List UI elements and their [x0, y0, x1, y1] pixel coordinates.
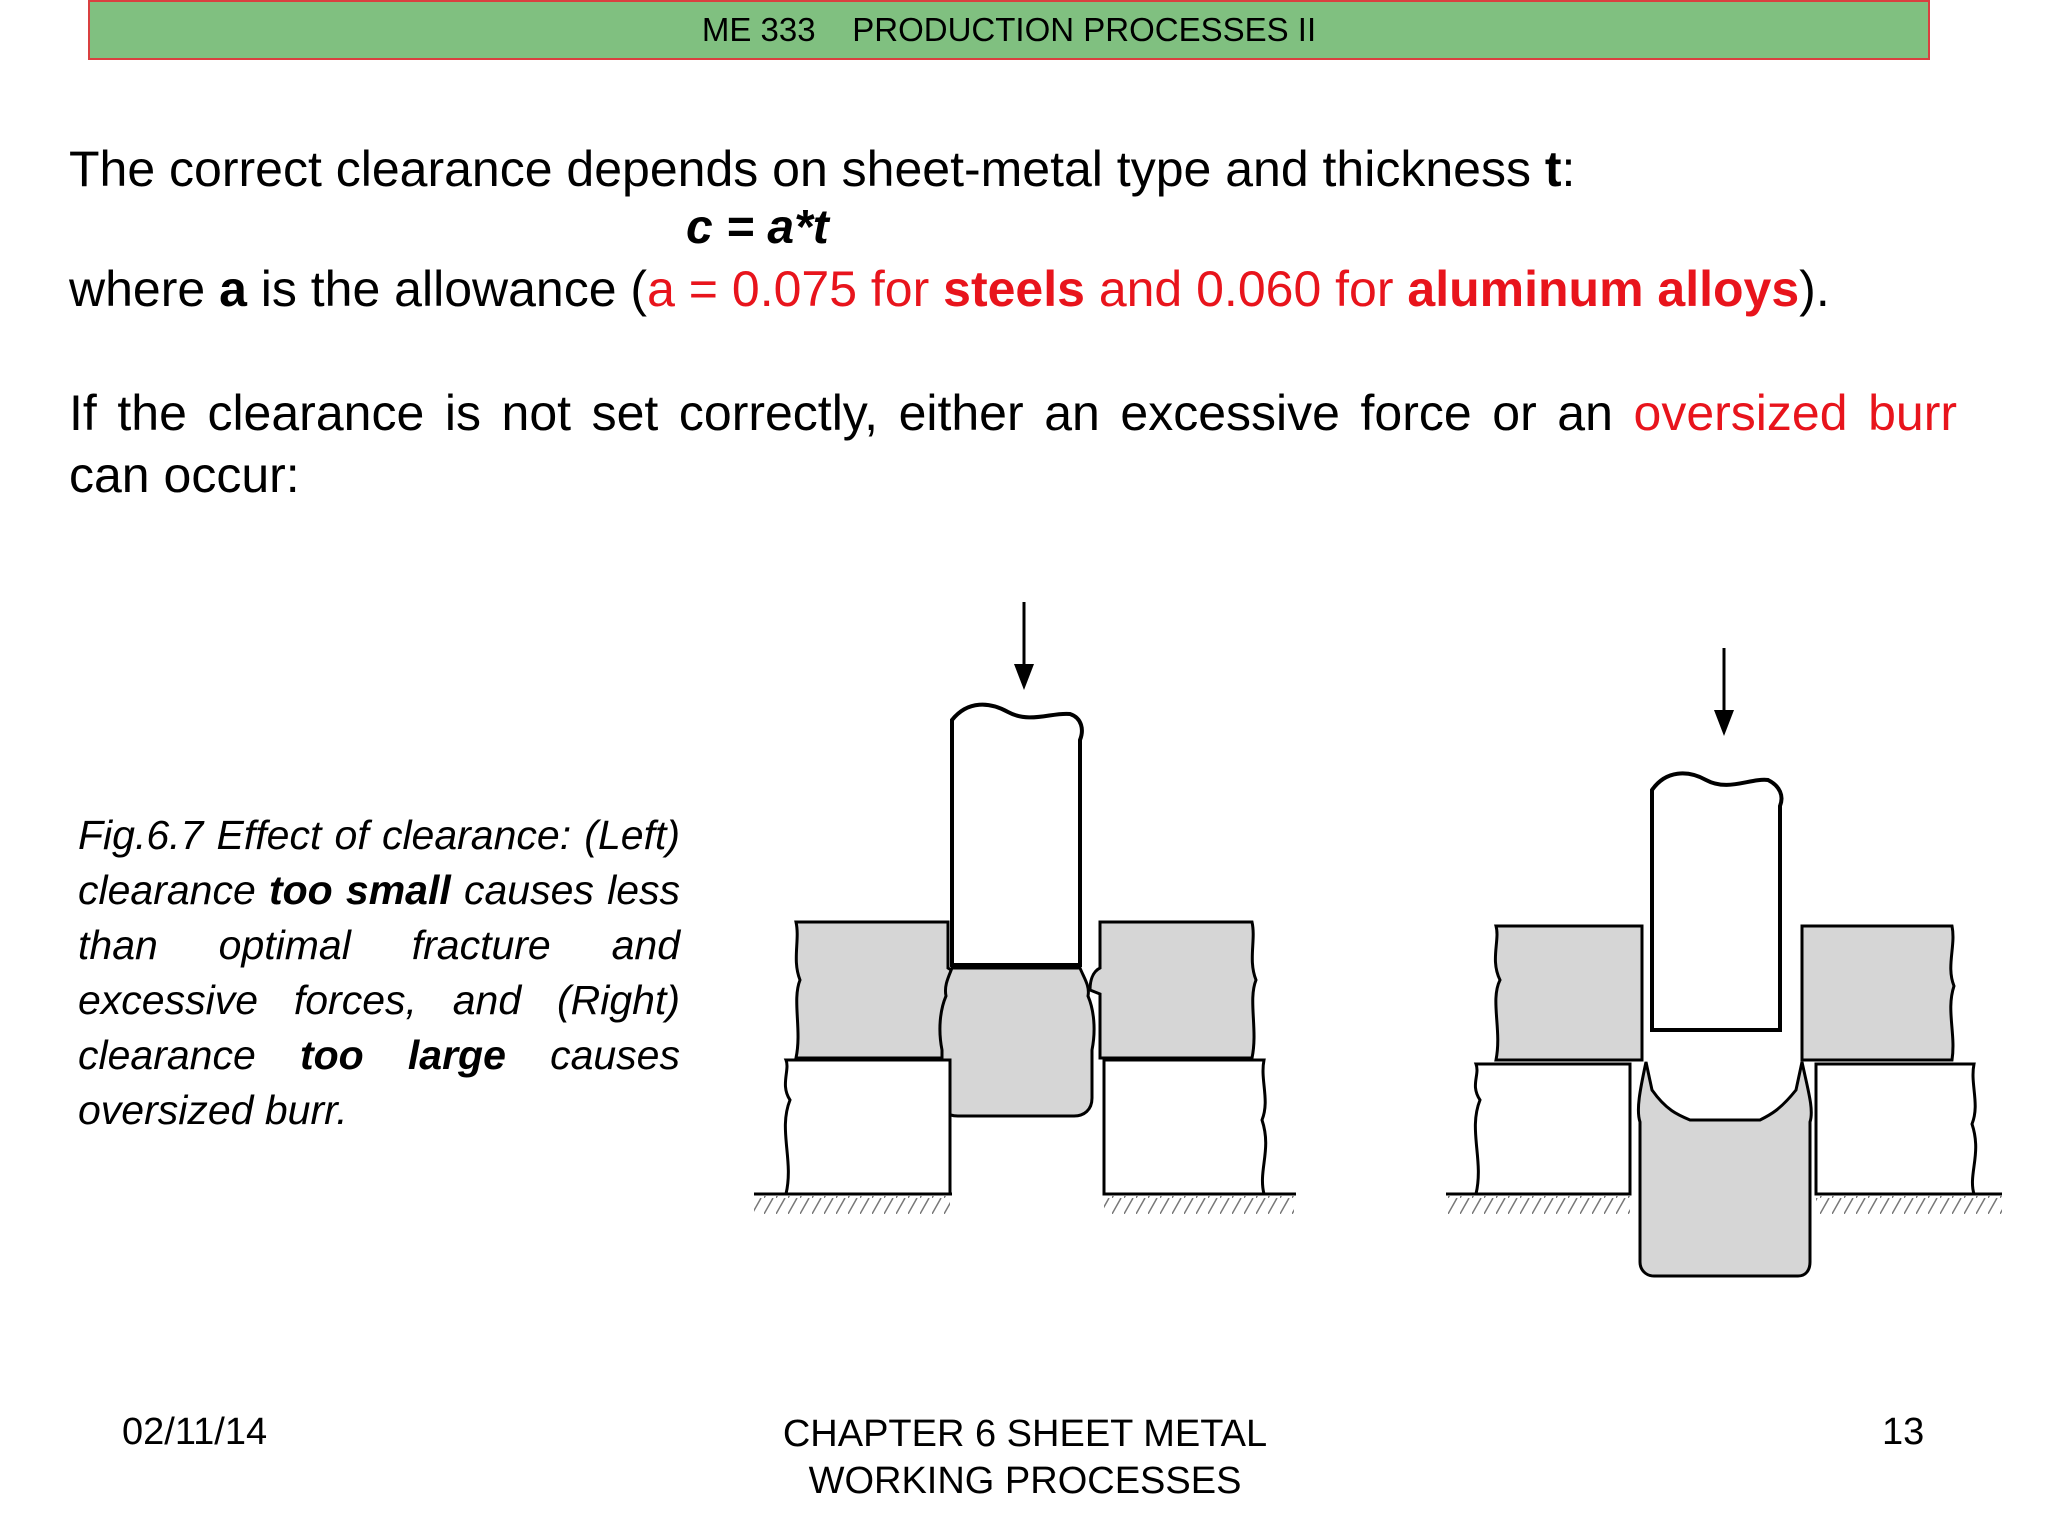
- left-punch: [952, 705, 1082, 965]
- footer-chapter-line2: WORKING PROCESSES: [808, 1460, 1242, 1502]
- close-paren: ).: [1799, 261, 1830, 317]
- right-die-left: [1475, 1064, 1630, 1194]
- clearance-statement: [69, 138, 1575, 200]
- caption-part3: causes oversized burr.: [78, 1032, 680, 1133]
- right-sheet-left: [1495, 926, 1642, 1060]
- aluminum-value: and 0.060 for: [1084, 261, 1408, 317]
- allowance-symbol: a: [219, 261, 247, 317]
- caption-part1: Fig.6.7 Effect of clearance: (Left) clearance: [78, 812, 680, 913]
- footer-chapter-line1: CHAPTER 6 SHEET METAL: [782, 1413, 1268, 1455]
- steel-value: a = 0.075 for: [647, 261, 944, 317]
- course-title: ME 333 PRODUCTION PROCESSES II: [701, 11, 1317, 48]
- page-number: 13: [1882, 1411, 1925, 1453]
- colon: :: [1561, 141, 1576, 197]
- left-die-left: [785, 1060, 950, 1194]
- clearance-text: The correct clearance depends on sheet-metal type and thickness: [69, 141, 1545, 197]
- thickness-symbol: t: [1544, 141, 1562, 197]
- incorrect-clearance-statement: [69, 382, 1957, 506]
- slide-header: [88, 0, 1930, 60]
- text-allowance: is the allowance (: [246, 261, 648, 317]
- right-floor-hatch-a: [1446, 1196, 1630, 1214]
- left-force-arrow: [1014, 602, 1034, 690]
- caption-too-large: too large: [299, 1032, 506, 1078]
- allowance-statement: [69, 258, 1830, 320]
- right-sheet-right: [1802, 926, 1954, 1060]
- figure-caption: [78, 808, 680, 1138]
- caption-part2: causes less than optimal fracture and excessive forces, and (Right) clearance: [78, 867, 680, 1078]
- can-occur: can occur:: [69, 447, 300, 503]
- footer-chapter-title: [700, 1411, 1350, 1505]
- left-sheet-right: [1090, 922, 1256, 1058]
- clearance-figure: [740, 590, 2020, 1290]
- clearance-formula: c = a*t: [686, 201, 829, 254]
- right-punch: [1652, 773, 1782, 1030]
- left-sheet-left: [796, 922, 958, 1058]
- caption-too-small: too small: [268, 867, 451, 913]
- left-floor-hatch-a: [754, 1196, 950, 1214]
- aluminum-label: aluminum alloys: [1407, 261, 1800, 317]
- right-slug: [1638, 1062, 1811, 1276]
- left-slug: [940, 968, 1094, 1116]
- right-floor-hatch-b: [1816, 1196, 2002, 1214]
- incorrect-text: If the clearance is not set correctly, either an excessive force or an: [69, 385, 1634, 441]
- footer-date: 02/11/14: [122, 1411, 268, 1453]
- steels-label: steels: [943, 261, 1085, 317]
- oversized-burr: oversized burr: [1633, 385, 1958, 441]
- right-force-arrow: [1714, 648, 1734, 736]
- right-die-right: [1816, 1064, 1976, 1194]
- left-clearance-diagram: [754, 602, 1296, 1214]
- left-floor-hatch-b: [1104, 1196, 1294, 1214]
- text-where: where: [69, 261, 220, 317]
- right-clearance-diagram: [1446, 648, 2002, 1276]
- left-die-right: [1104, 1060, 1266, 1194]
